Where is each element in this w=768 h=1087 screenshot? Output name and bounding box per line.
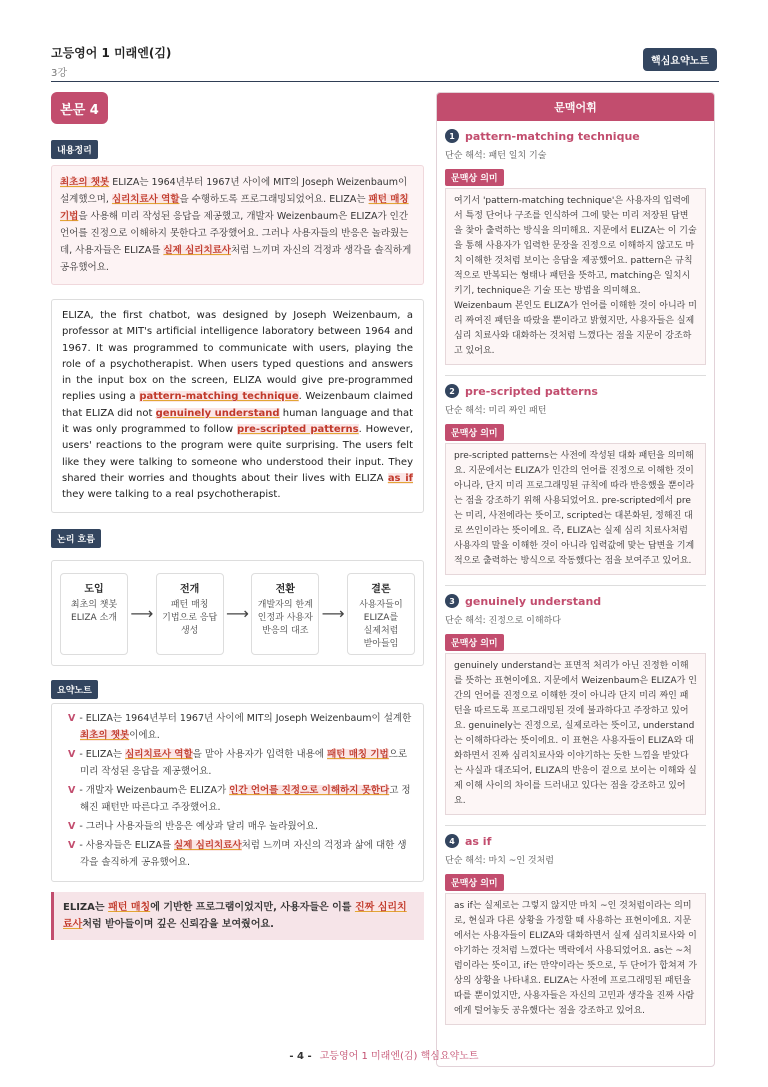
page-footer: [0, 1047, 768, 1062]
highlight-text: 패턴 매칭 기법: [60, 194, 409, 222]
note-item: V - 사용자들은 ELIZA를 실제 심리치료사처럼 느끼며 자신의 걱정과 삶에 대한 생각을 솔직하게 공유했어요.: [68, 839, 407, 868]
key-callout: ELIZA는 패턴 매칭에 기반한 프로그램이었지만, 사용자들은 이를 진짜 심리치료사처럼 받아들이며 깊은 신뢰감을 보여줬어요.: [51, 892, 424, 940]
flow-step: 결론 사용자들이 ELIZA를 실제처럼 받아들임: [347, 573, 415, 655]
context-tag: 문맥상 의미: [445, 634, 504, 651]
left-column: [51, 92, 424, 940]
vocab-term: 2 pre-scripted patterns: [445, 384, 706, 398]
flow-tag: 논리 흐름: [51, 529, 101, 548]
context-meaning: as if는 실제로는 그렇지 않지만 마치 ~인 것처럼이라는 의미로, 현실과 다른 상황을 가정할 때 사용하는 표현이에요. 지문에서는 사용자들이 ELIZA와 대화하면서 실제 심리치료사와 이야기하는 것처럼 느꼈다는 맥락에서 사용되었어요. as는 ~처럼이라는 뜻이고, if는 만약이라는 뜻으로, 두 단어가 합쳐져 가상의 상황을 나타내요. ELIZA는 사전에 프로그래밍된 패턴을 따를 뿐이었지만, 사용자들은 자신의 고민과 생각을 진짜 사람에게 털어놓듯 공유했다는 점을 강조하고 있어요.: [445, 893, 706, 1025]
note-item: V - ELIZA는 심리치료사 역할을 맡아 사용자가 입력한 내용에 패턴 매칭 기법으로 미리 작성된 응답을 제공했어요.: [68, 748, 408, 777]
notes-box: [51, 703, 424, 882]
vocab-header: 문맥어휘: [437, 93, 714, 121]
highlight-text: 심리치료사 역할: [111, 194, 180, 205]
flow-step: 도입 최초의 챗봇 ELIZA 소개: [60, 573, 128, 655]
english-passage: ELIZA, the first chatbot, was designed by Joseph Weizenbaum, a professor at MIT's artificial intelligence laboratory between 1964 and 1967. It was programmed to communicate with users, playing the role of a psychotherapist. When users typed questions and answers in the input box on the screen, ELIZA would give pre-programmed replies using a pattern-matching technique. Weizenbaum claimed that ELIZA did not genuinely understand human language and that it was only programmed to follow pre-scripted patterns. However, users' reactions to the program were quite surprising. The users felt like they were talking to someone who understood their input. They shared their worries and thoughts about their lives with ELIZA as if they were talking to a real psychotherapist.: [51, 299, 424, 513]
highlight-term: genuinely understand: [155, 407, 280, 419]
context-meaning: pre-scripted patterns는 사전에 작성된 대화 패턴을 의미해요. 지문에서는 ELIZA가 인간의 언어를 진정으로 이해한 것이 아니라, 단지 미리 프로그래밍된 규칙에 따라 반응했을 뿐이라는 점을 강조하기 위해 사용되었어요. pre-scripted에서 pre는 미리, 사전에라는 뜻이고, scripted는 대본화된, 정해진 대로 쓰인이라는 뜻이에요. 즉, ELIZA는 실제 심리 치료사처럼 사용자의 말을 이해한 것이 아니라 입력값에 맞는 답변을 기계적으로 출력하는 방식으로 작동했다는 점을 보여주고 있어요.: [445, 443, 706, 575]
lesson-number: 3강: [51, 68, 68, 79]
context-meaning: 여기서 'pattern-matching technique'은 사용자의 입력에서 특정 단어나 구조를 인식하여 그에 맞는 미리 저장된 답변을 찾아 출력하는 방식을 의미해요. 지문에서 ELIZA는 이 기술을 통해 사용자가 입력한 문장을 진정으로 이해하지 않고도 마치 이해한 것처럼 보이는 응답을 제공했어요. pattern은 규칙적으로 반복되는 형태나 패턴을 뜻하고, matching은 일치시키기, technique은 기술 또는 방법을 의미해요. Weizenbaum 본인도 ELIZA가 언어를 이해한 것이 아니라 미리 짜여진 패턴을 따랐을 뿐이라고 밝혔지만, 사용자들은 실제 심리 치료사와 대화하는 것처럼 느꼈다는 점을 지문이 강조하고 있어요.: [445, 188, 706, 365]
section-badge: 본문 4: [51, 92, 108, 124]
vocab-term: 1 pattern-matching technique: [445, 129, 706, 143]
note-type-badge: 핵심요약노트: [643, 48, 717, 71]
course-title: 고등영어 1 미래엔(김): [51, 46, 172, 60]
highlight-term: pre-scripted patterns: [237, 424, 359, 436]
summary-box: 최초의 챗봇 ELIZA는 1964년부터 1967년 사이에 MIT의 Joseph Weizenbaum이 설계했으며, 심리치료사 역할을 수행하도록 프로그래밍되었어요. ELIZA는 패턴 매칭 기법을 사용해 미리 작성된 응답을 제공했고, 개발자 Weizenbaum은 ELIZA가 인간 언어를 진정으로 이해하지 못한다고 주장했어요. 그러나 사용자들의 반응은 놀라웠는데, 사용자들은 ELIZA를 실제 심리치료사처럼 느끼며 자신의 걱정과 생각을 솔직하게 공유했어요.: [51, 165, 424, 285]
simple-meaning: 단순 해석: 미리 짜인 패턴: [445, 406, 547, 416]
highlight-term: pattern-matching technique: [139, 391, 299, 403]
simple-meaning: 단순 해석: 마치 ~인 것처럼: [445, 856, 554, 866]
simple-meaning: 단순 해석: 패턴 일치 기술: [445, 151, 547, 161]
note-item: V - 개발자 Weizenbaum은 ELIZA가 인간 언어를 진정으로 이해하지 못한다고 정해진 패턴만 따른다고 주장했어요.: [68, 784, 411, 813]
highlight-text: 최초의 챗봇: [60, 177, 110, 188]
highlight-text: 실제 심리치료사: [163, 245, 231, 256]
note-item: V - 그러나 사용자들의 반응은 예상과 달리 매우 놀라웠어요.: [68, 820, 319, 832]
summary-tag: 내용정리: [51, 140, 98, 159]
vocab-term: 4 as if: [445, 834, 706, 848]
context-tag: 문맥상 의미: [445, 169, 504, 186]
vocab-panel: [436, 92, 715, 1067]
simple-meaning: 단순 해석: 진정으로 이해하다: [445, 616, 561, 626]
context-meaning: genuinely understand는 표면적 처리가 아닌 진정한 이해를 뜻하는 표현이에요. 지문에서 Weizenbaum은 ELIZA가 인간의 언어를 진정으로 이해한 것이 아니라 단지 미리 짜인 패턴을 따르도록 프로그래밍된 것에 불과하다고 주장하고 있어요. genuinely는 진정으로, 실제로라는 뜻이고, understand는 이해하다라는 뜻이에요. 이 표현은 사용자들이 ELIZA와 대화하면서 진짜 심리치료사와 이야기하는 듯한 느낌을 받았다는 사실과 대조되어, ELIZA의 반응이 겉으로 보이는 이해와 실제 이해 사이의 차이를 드러내고 있다는 점을 강조하고 있어요.: [445, 653, 706, 815]
arrow-right-icon: ⟶: [130, 604, 154, 624]
vocab-term: 3 genuinely understand: [445, 594, 706, 608]
highlight-term: as if: [387, 472, 413, 484]
context-tag: 문맥상 의미: [445, 424, 504, 441]
logic-flow: [51, 560, 424, 666]
note-item: V - ELIZA는 1964년부터 1967년 사이에 MIT의 Joseph Weizenbaum이 설계한 최초의 챗봇이에요.: [68, 712, 412, 741]
notes-tag: 요약노트: [51, 680, 98, 699]
flow-step: 전개 패턴 매칭 기법으로 응답 생성: [156, 573, 224, 655]
flow-step: 전환 개발자의 한계 인정과 사용자 반응의 대조: [251, 573, 319, 655]
arrow-right-icon: ⟶: [321, 604, 345, 624]
arrow-right-icon: ⟶: [226, 604, 249, 624]
page-header: [51, 44, 719, 82]
context-tag: 문맥상 의미: [445, 874, 504, 891]
page-number: - 4 -: [289, 1051, 312, 1062]
footer-text: 고등영어 1 미래엔(김) 핵심요약노트: [319, 1051, 479, 1062]
